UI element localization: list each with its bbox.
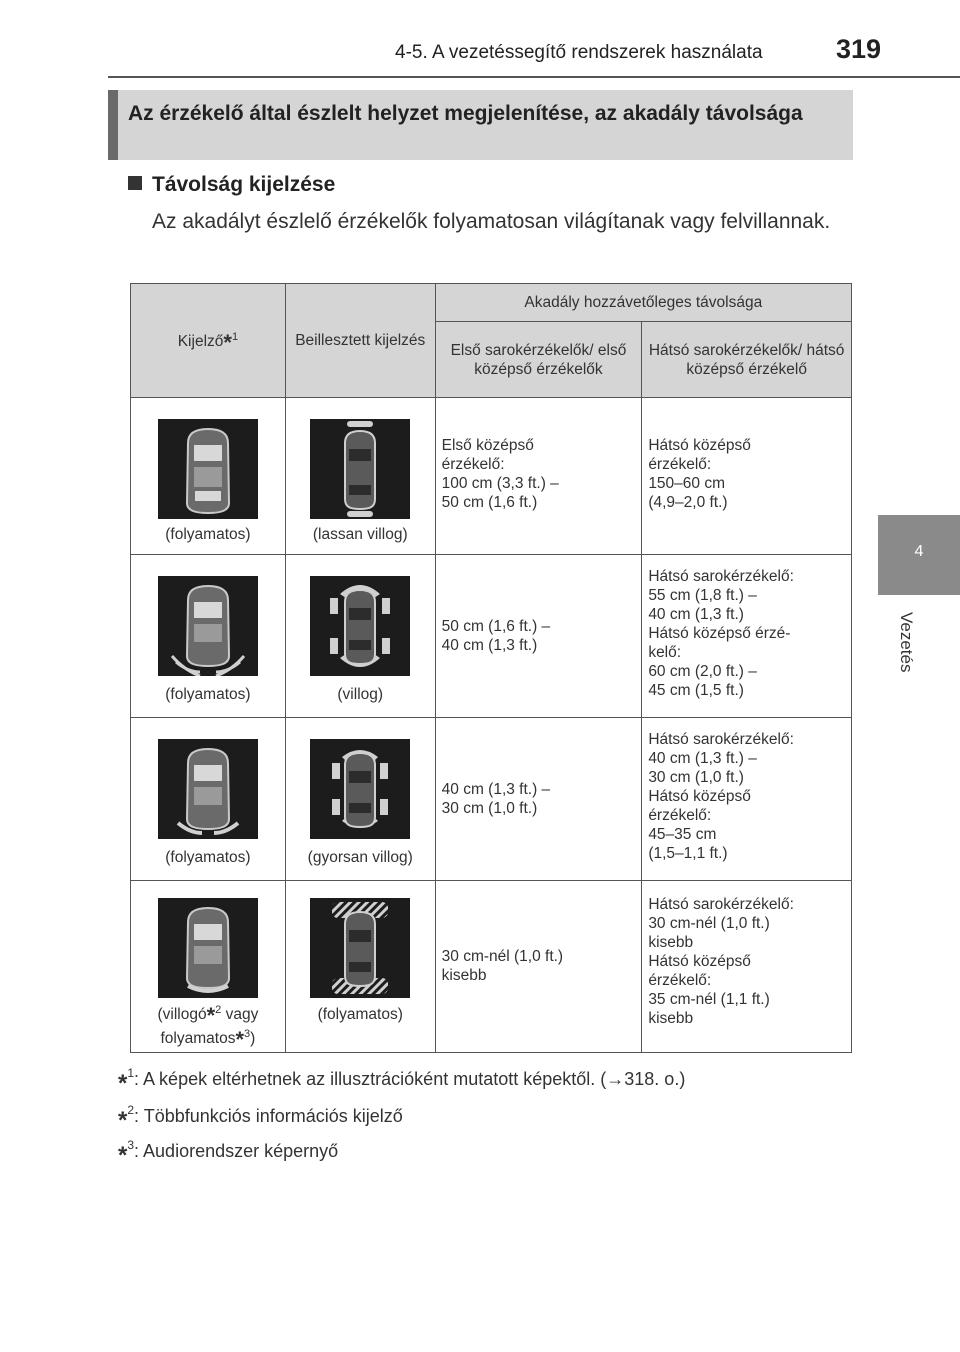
inset-caption: (lassan villog) <box>312 526 408 543</box>
chapter-label: Vezetés <box>897 612 916 673</box>
inset-caption: (folyamatos) <box>317 1006 403 1023</box>
table-row <box>131 398 852 555</box>
inset-car-icon <box>310 419 410 519</box>
multi-display-car-icon <box>158 898 258 998</box>
distance-table <box>130 283 852 1053</box>
rear-distance-cell: Hátsó sarokérzékelő: 30 cm-nél (1,0 ft.) kisebb Hátsó középső érzékelő: 35 cm-nél (1,1 ft.) kisebb <box>642 881 852 1053</box>
display-cell <box>131 398 286 555</box>
section-title-box <box>108 90 853 160</box>
table-row <box>131 881 852 1053</box>
table-row <box>131 555 852 718</box>
front-distance-cell: Első középső érzékelő: 100 cm (3,3 ft.) – 50 cm (1,6 ft.) <box>435 398 642 555</box>
footnote-1: *$^1$: A képek eltérhetnek az illusztrációként mutatott képektől. (→318. o.) <box>118 1066 686 1097</box>
subsection-heading <box>128 173 335 197</box>
header-inset: Beillesztett kijelzés <box>285 284 435 398</box>
inset-cell <box>285 398 435 555</box>
inset-car-icon <box>310 898 410 998</box>
table-row <box>131 718 852 881</box>
inset-cell <box>285 881 435 1053</box>
square-bullet-icon <box>128 176 142 190</box>
rear-distance-cell: Hátsó középső érzékelő: 150–60 cm (4,9–2,0 ft.) <box>642 398 852 555</box>
header-front-sensors: Első sarokérzékelők/ első középső érzékelők <box>435 322 642 398</box>
display-caption: (villogó*$^2$ vagy folyamatos*$^3$) <box>157 1003 259 1053</box>
inset-car-icon <box>310 576 410 676</box>
header-rear-sensors: Hátsó sarokérzékelők/ hátsó középső érzékelő <box>642 322 852 398</box>
header-display: Kijelző*$^1$ <box>131 284 286 398</box>
front-distance-cell: 30 cm-nél (1,0 ft.) kisebb <box>435 881 642 1053</box>
inset-caption: (gyorsan villog) <box>307 849 413 866</box>
inset-cell <box>285 555 435 718</box>
chapter-number: 4 <box>914 543 924 560</box>
rear-distance-cell: Hátsó sarokérzékelő: 55 cm (1,8 ft.) – 40 cm (1,3 ft.) Hátsó középső érzé- kelő: 60 cm (2,0 ft.) – 45 cm (1,5 ft.) <box>642 555 852 718</box>
multi-display-car-icon <box>158 576 258 676</box>
display-cell <box>131 718 286 881</box>
rear-distance-cell: Hátsó sarokérzékelő: 40 cm (1,3 ft.) – 30 cm (1,0 ft.) Hátsó középső érzékelő: 45–35 cm (1,5–1,1 ft.) <box>642 718 852 881</box>
header-distance-group: Akadály hozzávetőleges távolsága <box>435 284 851 322</box>
multi-display-car-icon <box>158 419 258 519</box>
display-caption: (folyamatos) <box>165 686 251 703</box>
inset-caption: (villog) <box>337 686 384 703</box>
running-header: 4-5. A vezetéssegítő rendszerek használata <box>395 42 763 63</box>
intro-paragraph: Az akadályt észlelő érzékelők folyamatosan világítanak vagy felvillannak. <box>152 210 831 233</box>
inset-cell <box>285 718 435 881</box>
header-rule <box>108 76 960 78</box>
front-distance-cell: 50 cm (1,6 ft.) – 40 cm (1,3 ft.) <box>435 555 642 718</box>
inset-car-icon <box>310 739 410 839</box>
chapter-tab <box>878 515 960 595</box>
front-distance-cell: 40 cm (1,3 ft.) – 30 cm (1,0 ft.) <box>435 718 642 881</box>
section-title: Az érzékelő által észlelt helyzet megjelenítése, az akadály távolsága <box>128 102 803 125</box>
multi-display-car-icon <box>158 739 258 839</box>
display-cell <box>131 555 286 718</box>
display-cell <box>131 881 286 1053</box>
display-caption: (folyamatos) <box>165 849 251 866</box>
footnote-3: *$^3$: Audiorendszer képernyő <box>118 1138 339 1169</box>
subsection-title: Távolság kijelzése <box>152 173 336 196</box>
display-caption: (folyamatos) <box>165 526 251 543</box>
page-number: 319 <box>836 34 882 64</box>
footnote-2: *$^2$: Többfunkciós információs kijelző <box>118 1103 403 1134</box>
